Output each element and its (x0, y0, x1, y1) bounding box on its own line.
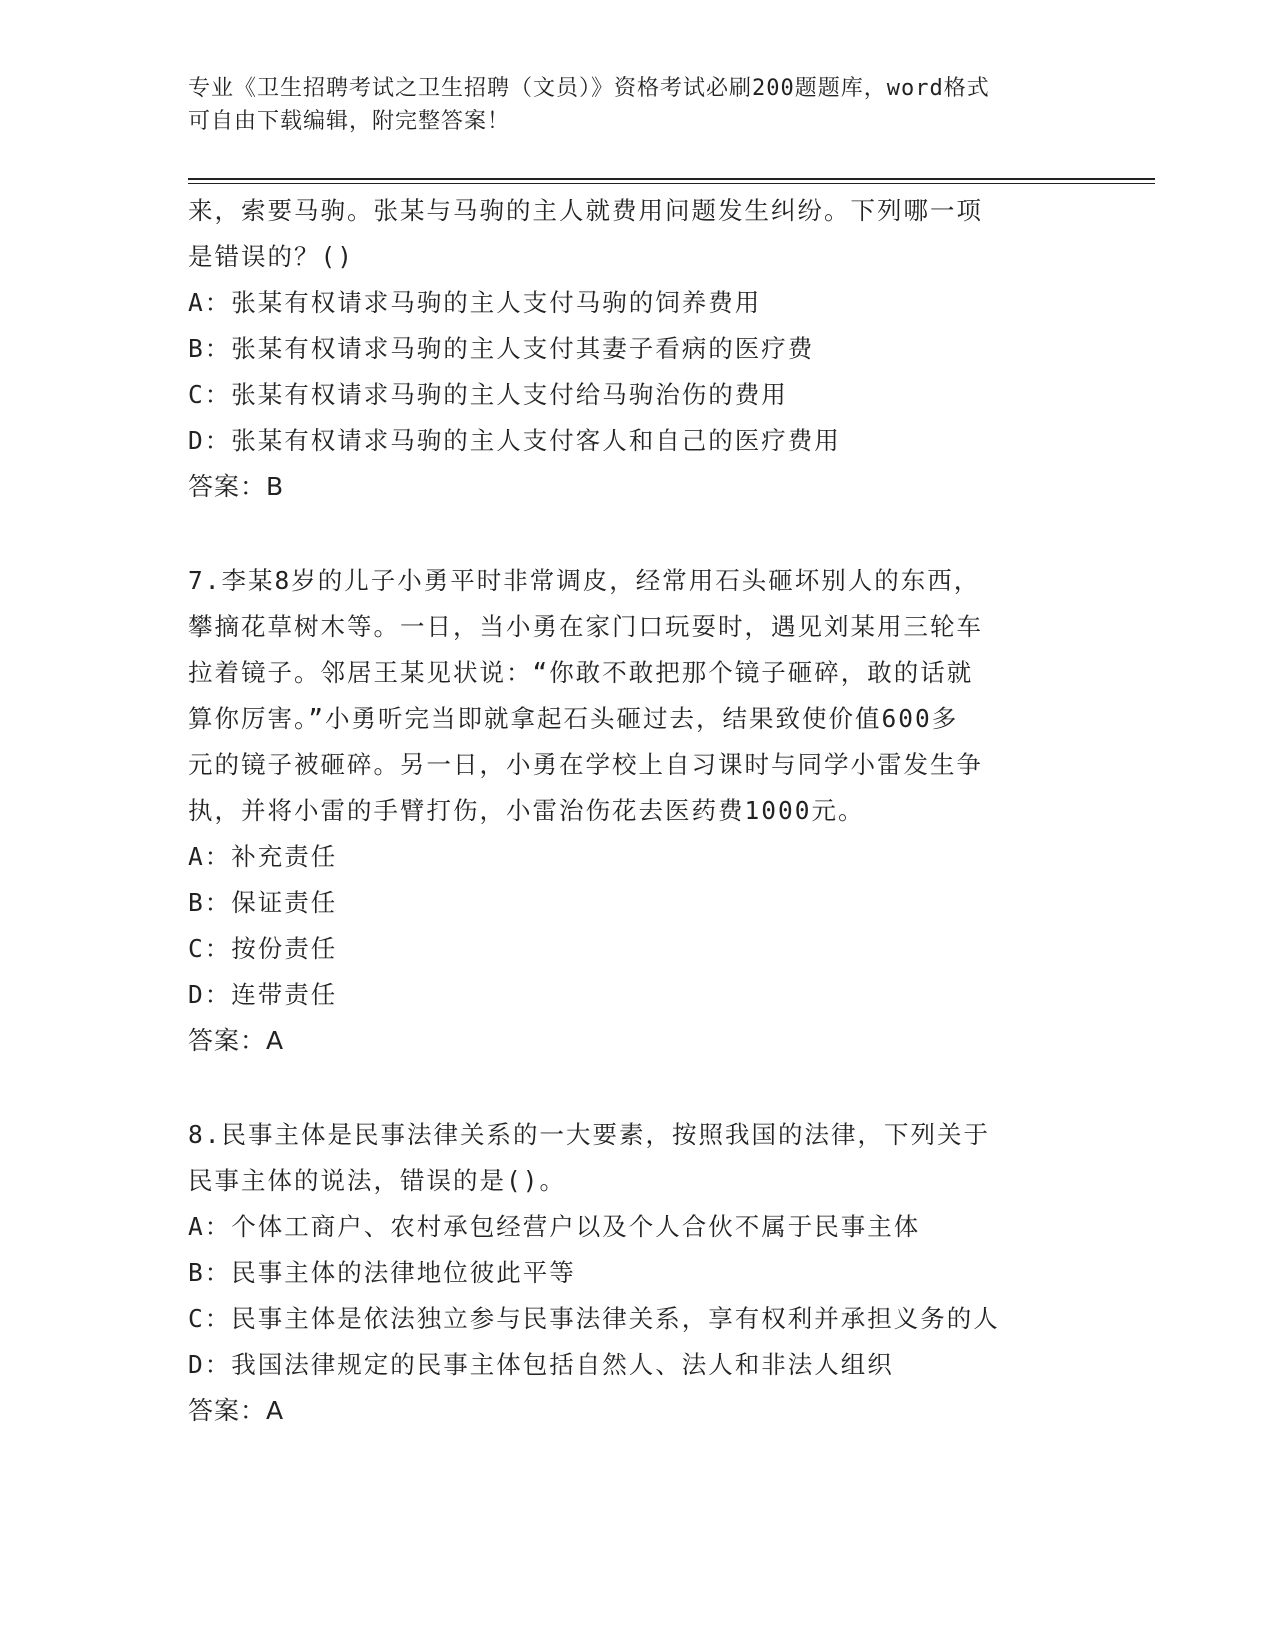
question-text-line: 来，索要马驹。张某与马驹的主人就费用问题发生纠纷。下列哪一项 (188, 196, 983, 225)
question-text-line: 元的镜子被砸碎。另一日，小勇在学校上自习课时与同学小雷发生争 (188, 750, 983, 779)
header-divider-thick (188, 178, 1155, 180)
option-b: B：保证责任 (188, 888, 338, 917)
question-content (188, 188, 1088, 1434)
header-title-line-1: 专业《卫生招聘考试之卫生招聘（文员）》资格考试必刷200题题库，word格式 (188, 76, 990, 101)
header-divider-thin (188, 183, 1155, 184)
question-text-line: 算你厉害。”小勇听完当即就拿起石头砸过去，结果致使价值600多 (188, 704, 959, 733)
option-b: B：民事主体的法律地位彼此平等 (188, 1258, 576, 1287)
answer-label: 答案：A (188, 1396, 285, 1425)
question-text-line: 拉着镜子。邻居王某见状说：“你敢不敢把那个镜子砸碎，敢的话就 (188, 658, 974, 687)
question-8 (188, 1112, 1088, 1434)
answer-label: 答案：A (188, 1026, 285, 1055)
answer-label: 答案：B (188, 472, 285, 501)
option-a: A：张某有权请求马驹的主人支付马驹的饲养费用 (188, 288, 762, 317)
option-c: C：按份责任 (188, 934, 338, 963)
option-d: D：我国法律规定的民事主体包括自然人、法人和非法人组织 (188, 1350, 894, 1379)
option-c: C：张某有权请求马驹的主人支付给马驹治伤的费用 (188, 380, 788, 409)
option-d: D：连带责任 (188, 980, 338, 1009)
question-text-line: 攀摘花草树木等。一日，当小勇在家门口玩耍时，遇见刘某用三轮车 (188, 612, 983, 641)
question-text-line: 执，并将小雷的手臂打伤，小雷治伤花去医药费1000元。 (188, 796, 865, 825)
option-d: D：张某有权请求马驹的主人支付客人和自己的医疗费用 (188, 426, 841, 455)
option-a: A：补充责任 (188, 842, 338, 871)
question-6 (188, 188, 1088, 510)
option-a: A：个体工商户、农村承包经营户以及个人合伙不属于民事主体 (188, 1212, 921, 1241)
header-title-line-2: 可自由下载编辑，附完整答案！ (188, 109, 511, 134)
option-b: B：张某有权请求马驹的主人支付其妻子看病的医疗费 (188, 334, 815, 363)
question-text-line: 是错误的？() (188, 242, 354, 271)
question-7 (188, 558, 1088, 1064)
question-text-line: 8.民事主体是民事法律关系的一大要素，按照我国的法律，下列关于 (188, 1120, 990, 1149)
question-text-line: 民事主体的说法，错误的是()。 (188, 1166, 566, 1195)
question-spacer (188, 510, 1088, 558)
question-text-line: 7.李某8岁的儿子小勇平时非常调皮，经常用石头砸坏别人的东西， (188, 566, 981, 595)
document-header (188, 72, 1088, 138)
question-spacer (188, 1064, 1088, 1112)
option-c: C：民事主体是依法独立参与民事法律关系，享有权利并承担义务的人 (188, 1304, 1000, 1333)
